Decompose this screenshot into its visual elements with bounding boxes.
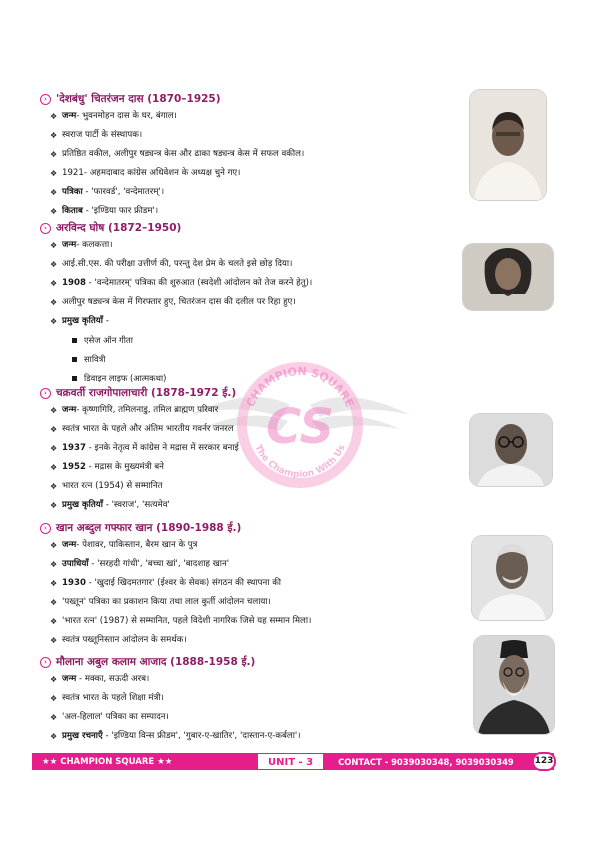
square-bullet-icon [72, 357, 77, 362]
list-item: ❖ 1908 - 'वन्देमातरम्' पत्रिका की शुरुआत (स्वदेशी आंदोलन को तेज करने हेतु)। [40, 274, 460, 293]
diamond-bullet-icon: ❖ [50, 713, 58, 722]
list-item: ❖ प्रमुख रचनाएँ - 'इण्डिया विन्स फ्रीडम', 'गुबार-ए-खातिर', 'दास्तान-ए-कर्बला'। [40, 727, 460, 746]
diamond-bullet-icon: ❖ [50, 463, 58, 472]
diamond-bullet-icon: ❖ [50, 406, 58, 415]
diamond-bullet-icon: ❖ [50, 131, 58, 140]
watermark-bottom-text: The Champion With Us [252, 443, 348, 481]
section-title: › 'देशबंधु' चितरंजन दास (1870–1925) [40, 91, 460, 107]
list-item: ❖ 1930 - 'खुदाई खिदमतगार' (ईश्वर के सेवक) संगठन की स्थापना की [40, 574, 460, 593]
diamond-bullet-icon: ❖ [50, 188, 58, 197]
diamond-bullet-icon: ❖ [50, 279, 58, 288]
diamond-bullet-icon: ❖ [50, 482, 58, 491]
section-aurobindo-ghosh [40, 220, 460, 388]
list-item: ❖ भारत रत्न (1954) से सम्मानित [40, 477, 460, 496]
section-rajagopalachari [40, 385, 460, 515]
diamond-bullet-icon: ❖ [50, 207, 58, 216]
diamond-bullet-icon: ❖ [50, 732, 58, 741]
portrait-chittaranjan-das [470, 90, 546, 200]
square-bullet-icon [72, 376, 77, 381]
list-item: ❖ अलीपुर षड्यन्त्र केस में गिरफ्तार हुए, चितरंजन दास की दलील पर रिहा हुए। [40, 293, 460, 312]
diamond-bullet-icon: ❖ [50, 241, 58, 250]
section-title: › अरविन्द घोष (1872–1950) [40, 220, 460, 236]
diamond-bullet-icon: ❖ [50, 260, 58, 269]
diamond-bullet-icon: ❖ [50, 636, 58, 645]
list-item: ❖ पत्रिका - 'फारवर्ड', 'वन्देमातरम्'। [40, 183, 460, 202]
diamond-bullet-icon: ❖ [50, 169, 58, 178]
circle-arrow-icon: › [40, 388, 51, 399]
list-item: ❖ प्रमुख कृतियाँ - [40, 312, 460, 331]
section-title: › चक्रवर्ती राजगोपालाचारी (1878-1972 ई.) [40, 385, 460, 401]
list-item: ❖ किताब - 'इण्डिया फार फ्रीडम'। [40, 202, 460, 221]
portrait-abdul-ghaffar-khan [472, 536, 552, 620]
diamond-bullet-icon: ❖ [50, 425, 58, 434]
sub-list-item: डिवाइन लाइफ (आत्मकथा) [40, 369, 460, 388]
diamond-bullet-icon: ❖ [50, 501, 58, 510]
list-item: ❖ जन्म - मक्का, सऊदी अरब। [40, 670, 460, 689]
list-item: ❖ जन्म- भुवनमोहन दास के घर, बंगाल। [40, 107, 460, 126]
circle-arrow-icon: › [40, 523, 51, 534]
list-item: ❖ 'भारत रत्न' (1987) से सम्मानित, पहले विदेशी नागरिक जिसे यह सम्मान मिला। [40, 612, 460, 631]
portrait-abul-kalam-azad [474, 636, 554, 734]
list-item: ❖ प्रतिष्ठित वकील, अलीपुर षड्यन्त्र केस और ढाका षड्यन्त्र केस में सफल वकील। [40, 145, 460, 164]
list-item: ❖ 'पख्तून' पत्रिका का प्रकाशन किया तथा लाल कुर्ती आंदोलन चलाया। [40, 593, 460, 612]
footer-unit-label: UNIT - 3 [257, 753, 324, 770]
square-bullet-icon [72, 338, 77, 343]
list-item: ❖ प्रमुख कृतियाँ - 'स्वराज', 'सत्यमेव' [40, 496, 460, 515]
diamond-bullet-icon: ❖ [50, 541, 58, 550]
list-item: ❖ जन्म- पेशावर, पाकिस्तान, बैरम खान के पुत्र [40, 536, 460, 555]
list-item: ❖ जन्म- कलकत्ता। [40, 236, 460, 255]
circle-arrow-icon: › [40, 94, 51, 105]
diamond-bullet-icon: ❖ [50, 598, 58, 607]
circle-arrow-icon: › [40, 223, 51, 234]
section-abdul-ghaffar-khan [40, 520, 460, 650]
diamond-bullet-icon: ❖ [50, 317, 58, 326]
list-item: ❖ जन्म- कृष्णागिरि, तमिलनाडु, तमिल ब्राह्मण परिवार [40, 401, 460, 420]
page-footer [32, 753, 554, 770]
list-item: ❖ स्वतंत्र भारत के पहले और अंतिम भारतीय गवर्नर जनरल [40, 420, 460, 439]
list-item: ❖ स्वतंत्र पख्तूनिस्तान आंदोलन के समर्थक। [40, 631, 460, 650]
list-item: ❖ 'अल-हिलाल' पत्रिका का सम्पादन। [40, 708, 460, 727]
watermark-logo-text: CS [265, 399, 335, 455]
list-item: ❖ 1937 - इनके नेतृत्व में कांग्रेस ने मद्रास में सरकार बनाई [40, 439, 460, 458]
list-item: ❖ 1952 - मद्रास के मुख्यमंत्री बने [40, 458, 460, 477]
list-item: ❖ 1921- अहमदाबाद कांग्रेस अधिवेशन के अध्यक्ष चुने गए। [40, 164, 460, 183]
list-item: ❖ उपाधियाँ - 'सरहदी गांधी', 'बच्चा खां', 'बादशाह खान' [40, 555, 460, 574]
portrait-rajagopalachari [470, 414, 552, 486]
list-item: ❖ स्वराज पार्टी के संस्थापक। [40, 126, 460, 145]
diamond-bullet-icon: ❖ [50, 150, 58, 159]
diamond-bullet-icon: ❖ [50, 444, 58, 453]
diamond-bullet-icon: ❖ [50, 112, 58, 121]
footer-brand: ★★ CHAMPION SQUARE ★★ [42, 756, 173, 767]
list-item: ❖ स्वतंत्र भारत के पहले शिक्षा मंत्री। [40, 689, 460, 708]
page-number: 123 [532, 752, 556, 771]
footer-contact: CONTACT - 9039030348, 9039030349 [338, 756, 514, 767]
portrait-aurobindo-ghosh [463, 244, 553, 310]
sub-list-item: एसेज ऑन गीता [40, 331, 460, 350]
section-title: › मौलाना अबुल कलाम आजाद (1888-1958 ई.) [40, 654, 460, 670]
diamond-bullet-icon: ❖ [50, 694, 58, 703]
list-item: ❖ आई.सी.एस. की परीक्षा उत्तीर्ण की, परन्तु देश प्रेम के चलते इसे छोड़ दिया। [40, 255, 460, 274]
section-chittaranjan-das [40, 91, 460, 221]
diamond-bullet-icon: ❖ [50, 617, 58, 626]
diamond-bullet-icon: ❖ [50, 560, 58, 569]
circle-arrow-icon: › [40, 657, 51, 668]
section-title: › खान अब्दुल गफ्फार खान (1890-1988 ई.) [40, 520, 460, 536]
watermark-top-text: CHAMPION SQUARE [243, 364, 357, 410]
sub-list-item: सावित्री [40, 350, 460, 369]
section-abul-kalam-azad [40, 654, 460, 746]
diamond-bullet-icon: ❖ [50, 298, 58, 307]
diamond-bullet-icon: ❖ [50, 675, 58, 684]
diamond-bullet-icon: ❖ [50, 579, 58, 588]
